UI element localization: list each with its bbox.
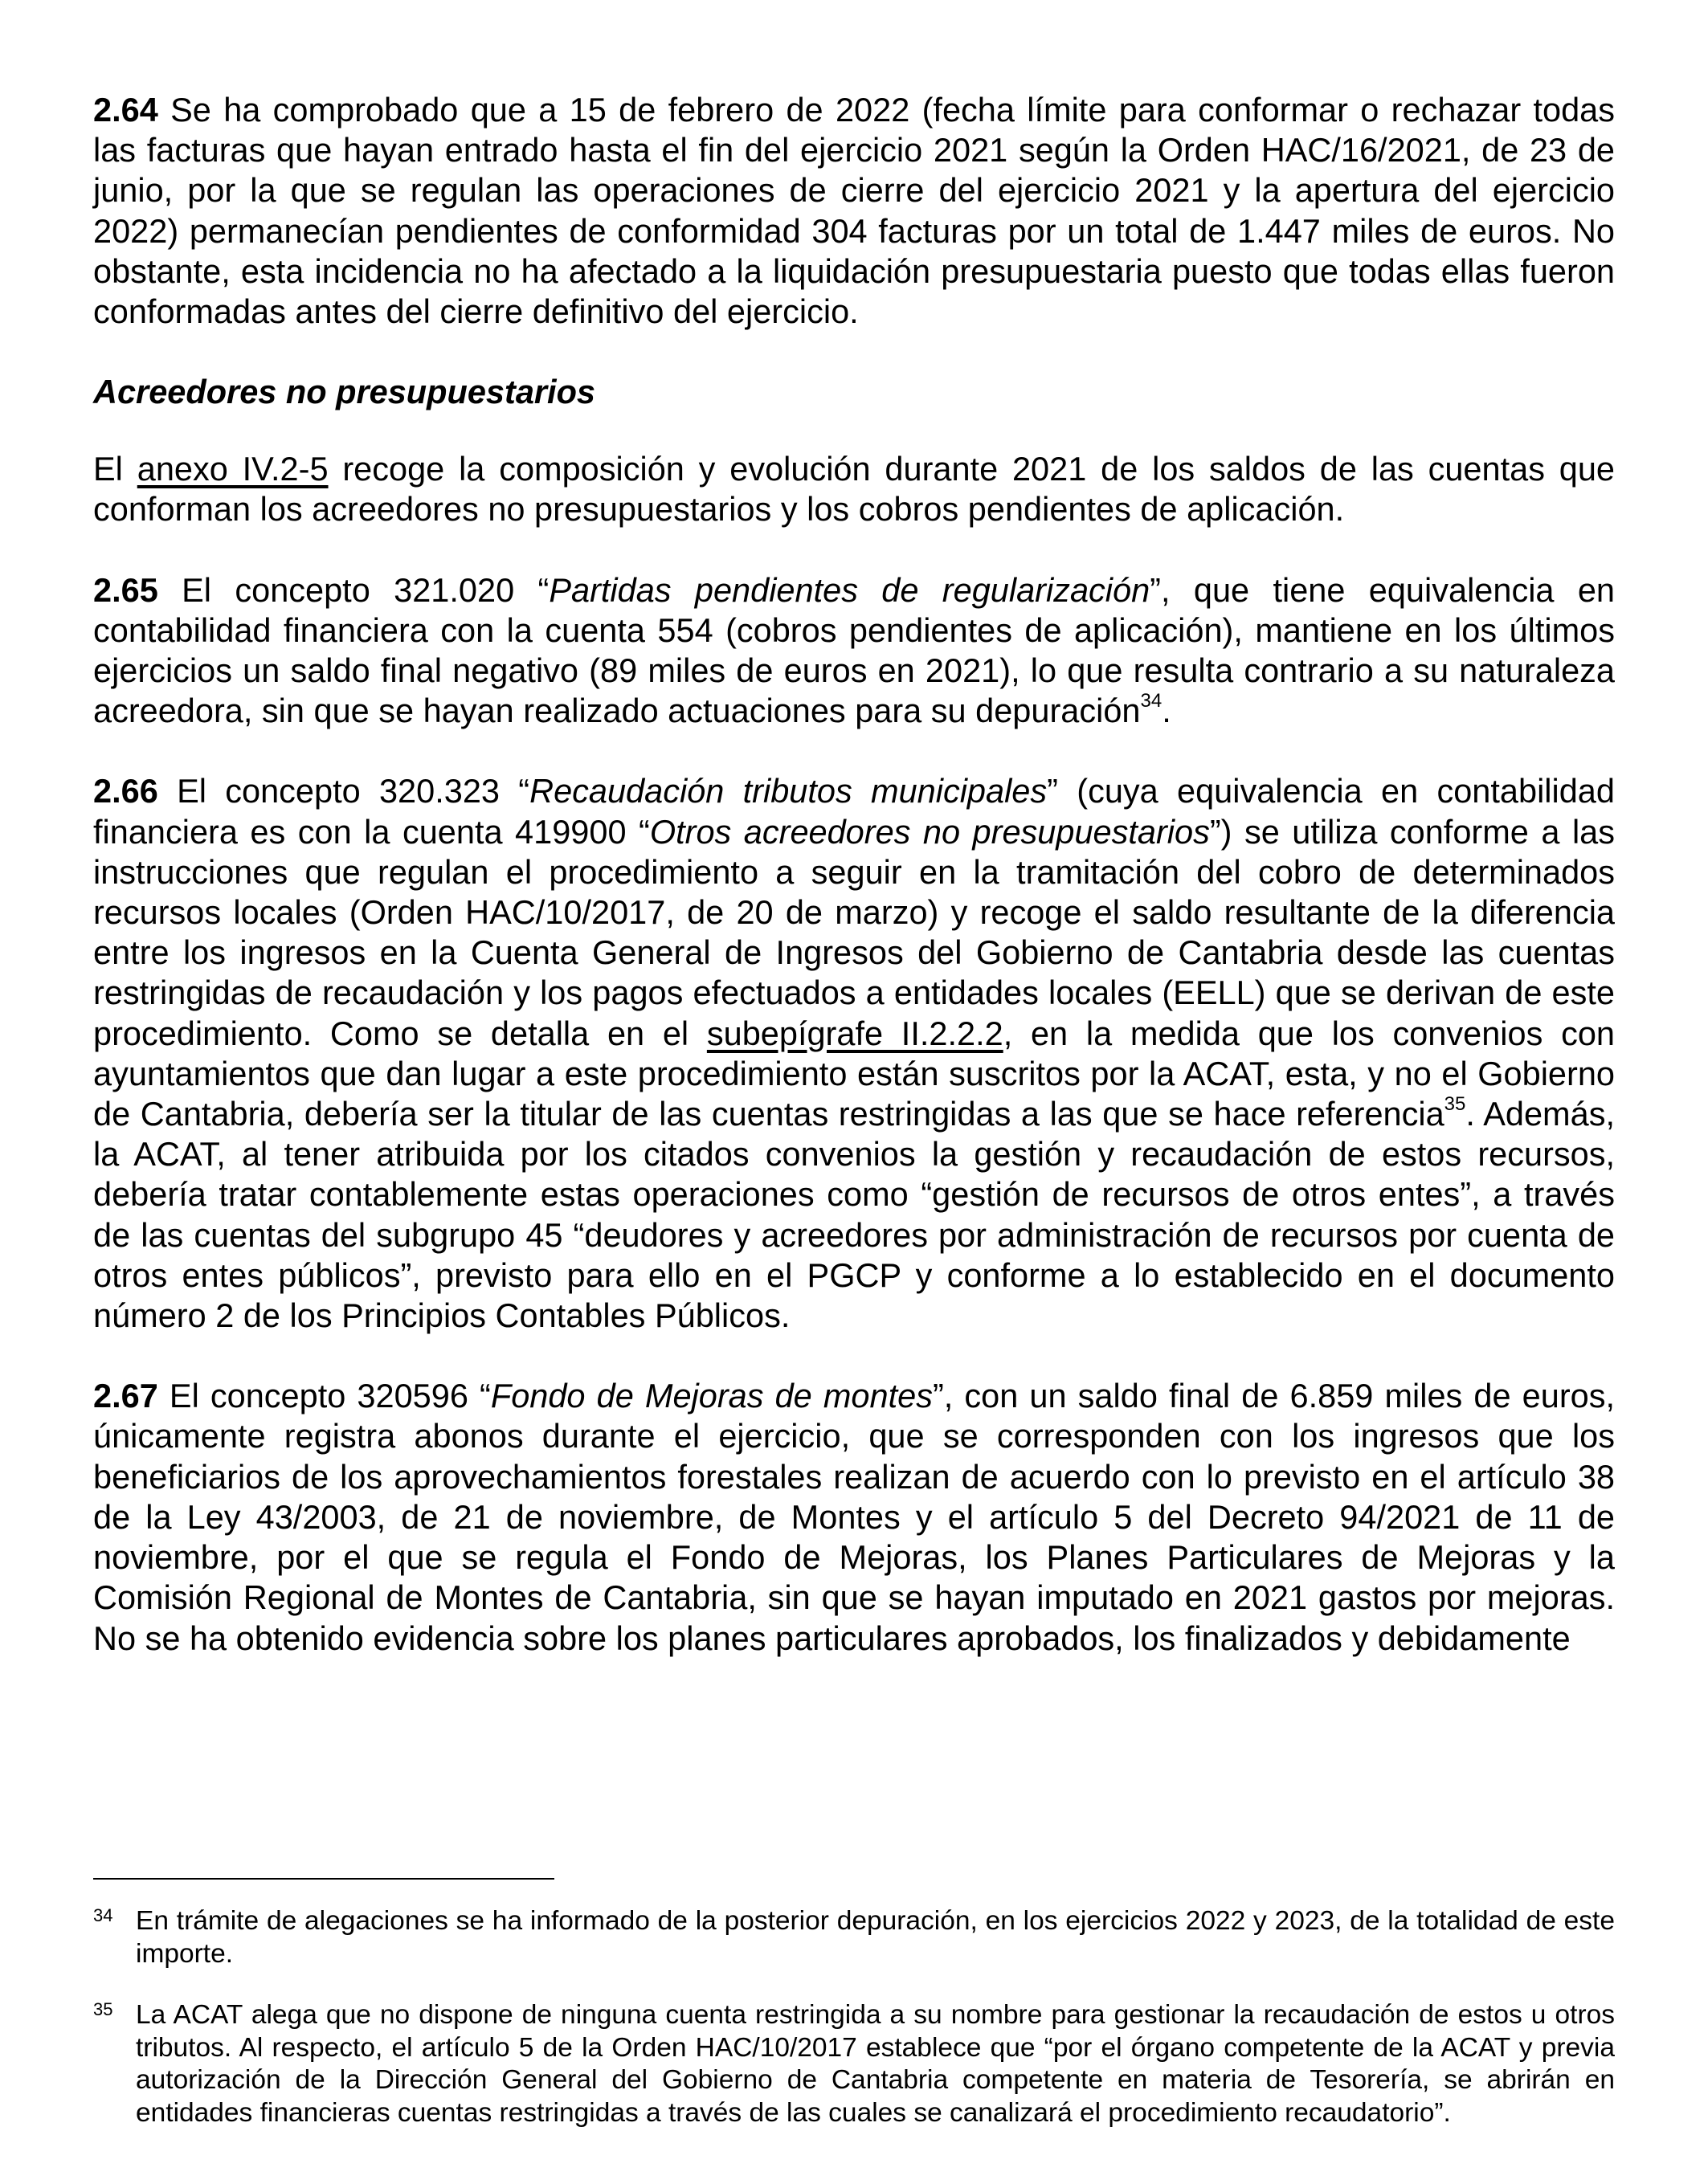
footnote-ref-34[interactable]: 34 — [1140, 690, 1163, 712]
paragraph-text-5: . Además, la ACAT, al tener atribuida por los citados convenios la gestión y recaudación de estos recursos, debería tratar contablemente estas operaciones como “gestión de recursos de otros entes”, a través de las cuentas del subgrupo 45 “deudores y acreedores por administración de recursos por cuenta de otros entes públicos”, previsto para ello en el PGCP y conforme a lo establecido en el documento número 2 de los Principios Contables Públicos. — [93, 1095, 1615, 1335]
paragraph-text-3: ”) se utiliza conforme a las instrucciones que regulan el procedimiento a seguir en la tramitación del cobro de determinados recursos locales (Orden HAC/10/2017, de 20 de marzo) y recoge el saldo resultante de la diferencia entre los ingresos en la Cuenta General de Ingresos del Gobierno de Cantabria desde las cuentas restringidas de recaudación y los pagos efectuados a entidades locales (EELL) que se derivan de este procedimiento. Como se detalla en el — [93, 812, 1615, 1052]
footnote-35 — [93, 1999, 1615, 2129]
account-name: Otros acreedores no presupuestarios — [649, 812, 1210, 851]
paragraph-2-65 — [93, 570, 1615, 732]
paragraph-number: 2.66 — [93, 772, 158, 810]
footnote-number: 35 — [93, 1999, 113, 2019]
footnotes-section — [93, 1878, 1615, 2158]
paragraph-2-66 — [93, 771, 1615, 1336]
footnote-text: La ACAT alega que no dispone de ninguna cuenta restringida a su nombre para gestionar la recaudación de estos u otros tributos. Al respecto, el artículo 5 de la Orden HAC/10/2017 establece que “por el órgano competente de la ACAT y previa autorización de la Dirección General del Gobierno de Cantabria competente en materia de Tesorería, se abrirán en entidades financieras cuentas restringidas a través de las cuales se canalizará el procedimiento recaudatorio”. — [136, 2000, 1615, 2128]
intro-text-end: recoge la composición y evolución durante 2021 de los saldos de las cuentas que conforman los acreedores no presupuestarios y los cobros pendientes de aplicación. — [93, 450, 1616, 529]
concept-name: Fondo de Mejoras de montes — [490, 1377, 933, 1415]
paragraph-2-67 — [93, 1376, 1615, 1658]
section-heading: Acreedores no presupuestarios — [93, 373, 596, 411]
paragraph-end: . — [1162, 692, 1171, 730]
paragraph-text: Se ha comprobado que a 15 de febrero de 2022 (fecha límite para conformar o rechazar todas las facturas que hayan entrado hasta el fin del ejercicio 2021 según la Orden HAC/16/2021, de 23 de junio, por la que se regulan las operaciones de cierre del ejercicio 2021 y la apertura del ejercicio 2022) permanecían pendientes de conformidad 304 facturas por un total de 1.447 miles de euros. No obstante, esta incidencia no ha afectado a la liquidación presupuestaria puesto que todas ellas fueron conformadas antes del cierre definitivo del ejercicio. — [93, 91, 1615, 331]
paragraph-text-2: ”, con un saldo final de 6.859 miles de euros, únicamente registra abonos durante el ejercicio, que se corresponden con los ingresos que los beneficiarios de los aprovechamientos forestales realizan de acuerdo con lo previsto en el artículo 38 de la Ley 43/2003, de 21 de noviembre, de Montes y el artículo 5 del Decreto 94/2021 de 11 de noviembre, por el que se regula el Fondo de Mejoras, los Planes Particulares de Mejoras y la Comisión Regional de Montes de Cantabria, sin que se hayan imputado en 2021 gastos por mejoras. No se ha obtenido evidencia sobre los planes particulares aprobados, los finalizados y debidamente — [93, 1377, 1616, 1657]
paragraph-2-64 — [93, 90, 1615, 332]
concept-name: Recaudación tributos municipales — [529, 772, 1048, 810]
paragraph-text-4: , en la medida que los convenios con ayuntamientos que dan lugar a este procedimiento están suscritos por la ACAT, esta, y no el Gobierno de Cantabria, debería ser la titular de las cuentas restringidas a las que se hace referencia — [93, 1014, 1615, 1133]
paragraph-number: 2.65 — [93, 570, 158, 609]
annex-link[interactable]: anexo IV.2-5 — [137, 450, 329, 488]
subepigraph-link[interactable]: subepígrafe II.2.2.2 — [706, 1014, 1003, 1052]
paragraph-text-cont: ”, que tiene equivalencia en contabilidad financiera con la cuenta 554 (cobros pendientes de aplicación), mantiene en los últimos ejercicios un saldo final negativo (89 miles de euros en 2021), lo que resulta contrario a su naturaleza acreedora, sin que se hayan realizado actuaciones para su depuración — [93, 570, 1615, 730]
paragraph-number: 2.67 — [93, 1377, 158, 1415]
paragraph-text: El concepto 320.323 “ — [157, 772, 530, 810]
footnote-separator — [93, 1878, 554, 1880]
footnote-34 — [93, 1905, 1615, 1970]
paragraph-text-2: ” (cuya equivalencia en contabilidad financiera es con la cuenta 419900 “ — [93, 772, 1615, 851]
intro-paragraph — [93, 449, 1615, 529]
footnote-number: 34 — [93, 1905, 113, 1925]
concept-name: Partidas pendientes de regularización — [549, 570, 1150, 609]
footnote-ref-35[interactable]: 35 — [1444, 1093, 1466, 1116]
intro-text: El — [93, 450, 137, 488]
footnote-text: En trámite de alegaciones se ha informado de la posterior depuración, en los ejercicios 2022 y 2023, de la totalidad de este importe. — [136, 1906, 1615, 1969]
paragraph-text: El concepto 321.020 “ — [157, 570, 550, 609]
paragraph-number: 2.64 — [93, 91, 158, 129]
document-body — [93, 90, 1615, 1659]
paragraph-text: El concepto 320596 “ — [157, 1377, 491, 1415]
